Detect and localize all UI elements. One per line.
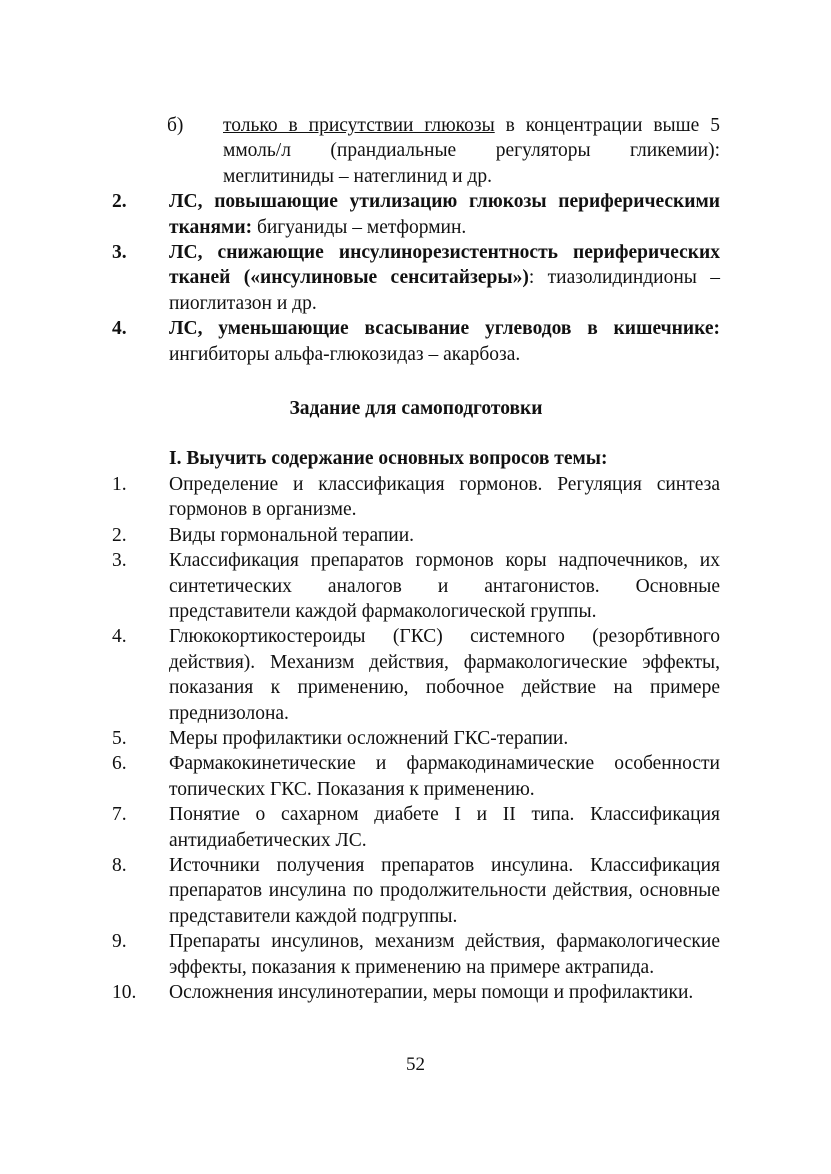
- question-text: Меры профилактики осложнений ГКС-терапии.: [169, 727, 569, 749]
- list-item-2: [112, 189, 720, 240]
- question-text: Понятие о сахарном диабете I и II типа. Классификация антидиабетических ЛС.: [169, 804, 720, 851]
- question-item: [112, 802, 720, 853]
- item-bold: ЛС, уменьшающие всасывание углеводов в кишечнике:: [169, 318, 720, 340]
- question-item: [112, 726, 720, 751]
- page-number: 52: [406, 1054, 425, 1075]
- question-number: 4.: [112, 626, 127, 648]
- subsection-title: I. Выучить содержание основных вопросов темы:: [169, 448, 608, 470]
- list-item-b: [167, 113, 720, 189]
- list-item-4: [112, 316, 720, 367]
- question-text: Источники получения препаратов инсулина. Классификация препаратов инсулина по продолжительности действия, основные представители каждой подгруппы.: [169, 854, 720, 927]
- question-number: 10.: [112, 982, 137, 1003]
- item-rest: : тиазолидиндионы – пиоглитазон и др.: [169, 267, 721, 314]
- question-item: [112, 751, 720, 802]
- question-text: Классификация препаратов гормонов коры надпочечников, их синтетических аналогов и антагонистов. Основные представители каждой фармакологической группы.: [169, 550, 720, 622]
- question-text: Глюкокортикостероиды (ГКС) системного (резорбтивного действия). Механизм действия, фармакологические эффекты, показания к применению, побочное действие на примере преднизолона.: [169, 626, 720, 724]
- question-item: [112, 624, 720, 726]
- question-item: [112, 472, 720, 523]
- section-title: Задание для самоподготовки: [289, 398, 543, 420]
- question-text: Фармакокинетические и фармакодинамические особенности топических ГКС. Показания к применению.: [169, 753, 720, 800]
- question-text: Осложнения инсулинотерапии, меры помощи и профилактики.: [169, 982, 694, 1003]
- item-body: [223, 113, 720, 189]
- item-rest: бигуаниды – метформин.: [252, 216, 467, 238]
- question-item: [112, 523, 720, 548]
- item-number: 3.: [112, 242, 127, 264]
- question-item: [112, 853, 720, 929]
- question-text: Виды гормональной терапии.: [169, 524, 415, 546]
- item-rest: в концентрации выше 5 ммоль/л (прандиальные регуляторы гликемии): меглитиниды – натеглинид и др.: [223, 115, 721, 187]
- question-number: 6.: [112, 753, 127, 775]
- question-number: 3.: [112, 550, 127, 572]
- question-text: Препараты инсулинов, механизм действия, фармакологические эффекты, показания к применению на примере актрапида.: [169, 931, 720, 978]
- question-number: 5.: [112, 727, 127, 749]
- item-bold: ЛС, повышающие утилизацию глюкозы периферическими тканями:: [169, 191, 720, 238]
- item-body: [169, 316, 720, 367]
- item-body: [169, 189, 720, 240]
- question-item: [112, 929, 720, 980]
- question-number: 1.: [112, 473, 127, 495]
- question-text: Определение и классификация гормонов. Регуляция синтеза гормонов в организме.: [169, 473, 720, 521]
- item-bold: ЛС, снижающие инсулинорезистентность периферических тканей («инсулиновые сенситайзеры»): [169, 242, 720, 289]
- question-number: 9.: [112, 931, 127, 953]
- question-item: [112, 548, 720, 624]
- item-marker: б): [167, 115, 184, 136]
- item-body: [169, 240, 720, 316]
- underlined-phrase: только в присутствии глюкозы: [223, 115, 495, 136]
- page-text: [112, 113, 720, 1005]
- question-item: [112, 980, 720, 1005]
- item-rest: ингибиторы альфа-глюкозидаз – акарбоза.: [169, 343, 521, 365]
- item-number: 4.: [112, 318, 127, 340]
- list-item-3: [112, 240, 720, 316]
- item-number: 2.: [112, 191, 127, 213]
- question-number: 7.: [112, 804, 127, 826]
- question-number: 2.: [112, 524, 127, 546]
- question-number: 8.: [112, 854, 127, 876]
